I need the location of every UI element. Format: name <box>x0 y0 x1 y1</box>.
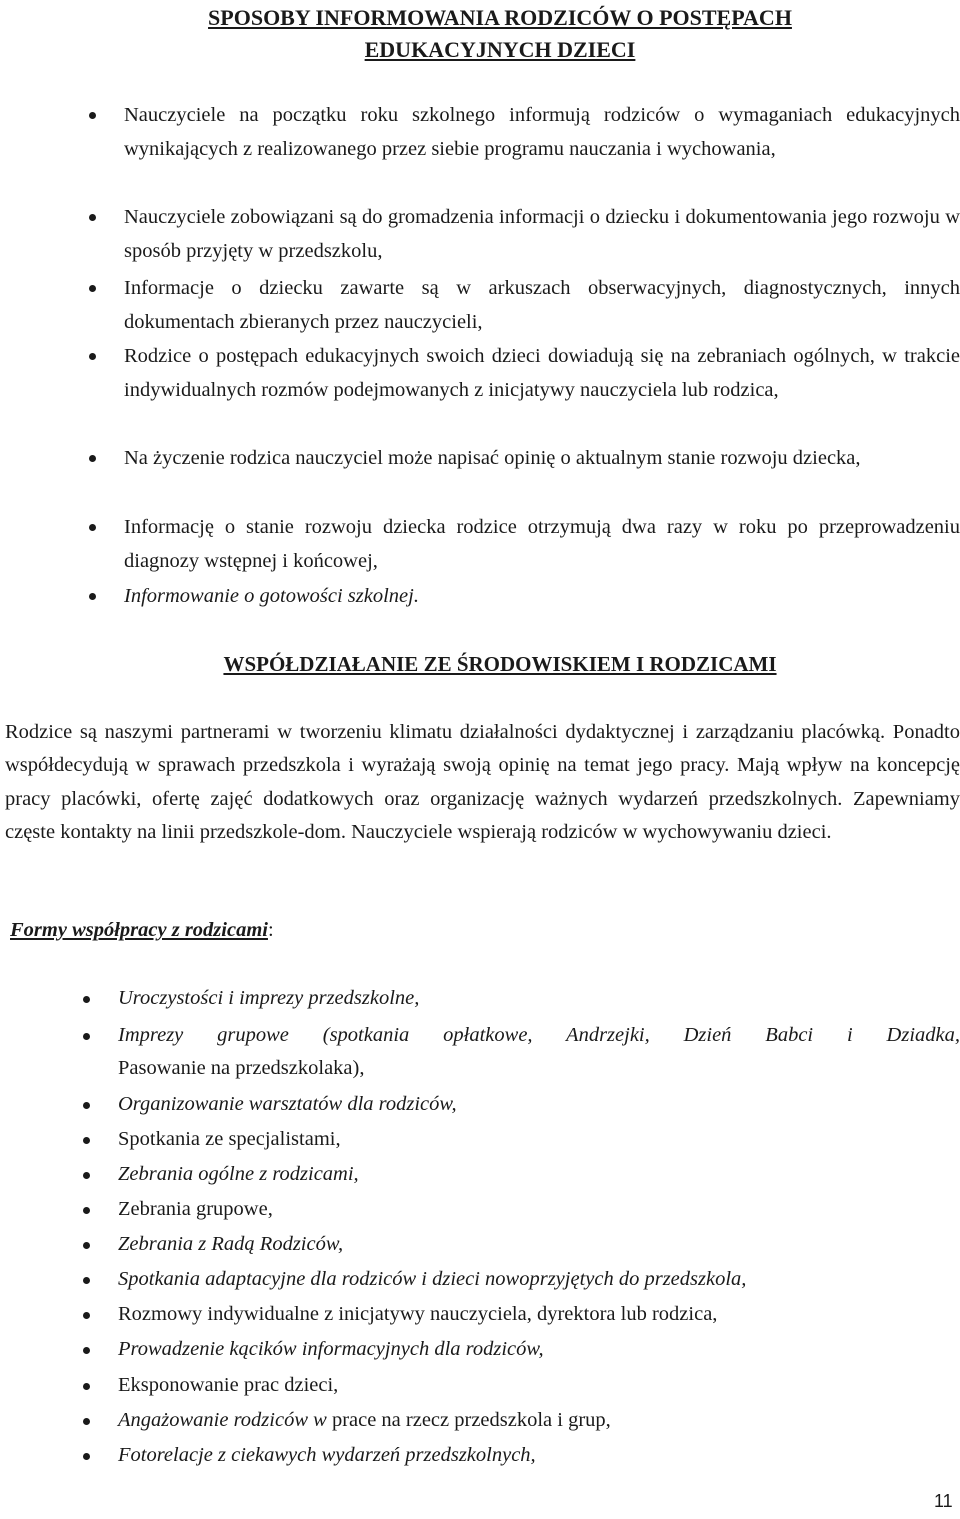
list-item: Imprezy grupowe (spotkania opłatkowe, Andrzejki, Dzień Babci i Dziadka, <box>118 1019 960 1053</box>
bullet-icon <box>89 353 96 360</box>
bullet-icon <box>83 996 90 1003</box>
list-item: Informację o stanie rozwoju dziecka rodzice otrzymują dwa razy w roku po przeprowadzeniu diagnozy wstępnej i końcowej, <box>124 511 960 578</box>
bullet-icon <box>83 1277 90 1284</box>
list-item: Nauczyciele na początku roku szkolnego informują rodziców o wymaganiach edukacyjnych wynikających z realizowanego przez siebie programu nauczania i wychowania, <box>124 99 960 166</box>
list-item: Zebrania ogólne z rodzicami, <box>118 1158 960 1192</box>
bullet-icon <box>89 214 96 221</box>
bullet-icon <box>83 1347 90 1354</box>
bullet-icon <box>83 1383 90 1390</box>
list-item: Zebrania z Radą Rodziców, <box>118 1228 960 1262</box>
forms-heading: Formy współpracy z rodzicami: <box>10 919 274 941</box>
list-item: Informacje o dziecku zawarte są w arkuszach obserwacyjnych, diagnostycznych, innych dokumentach zbieranych przez nauczycieli, <box>124 272 960 339</box>
section-title: WSPÓŁDZIAŁANIE ZE ŚRODOWISKIEM I RODZICAMI <box>223 652 777 676</box>
bullet-icon <box>89 285 96 292</box>
bullet-icon <box>83 1033 90 1040</box>
bullet-icon <box>89 524 96 531</box>
list-item: Eksponowanie prac dzieci, <box>118 1369 960 1403</box>
page-number: 11 <box>934 1491 953 1511</box>
bullet-icon <box>83 1312 90 1319</box>
bullet-icon <box>83 1418 90 1425</box>
list-item: Spotkania ze specjalistami, <box>118 1123 960 1157</box>
bullet-icon <box>83 1137 90 1144</box>
bullet-icon <box>89 112 96 119</box>
list-item: Uroczystości i imprezy przedszkolne, <box>118 982 960 1016</box>
list-item: Spotkania adaptacyjne dla rodziców i dzieci nowoprzyjętych do przedszkola, <box>118 1263 960 1297</box>
bullet-icon <box>83 1453 90 1460</box>
bullet-icon <box>83 1242 90 1249</box>
list-item: Nauczyciele zobowiązani są do gromadzenia informacji o dziecku i dokumentowania jego rozwoju w sposób przyjęty w przedszkolu, <box>124 201 960 268</box>
bullet-icon <box>89 593 96 600</box>
list-item: Zebrania grupowe, <box>118 1193 960 1227</box>
list-item: Prowadzenie kącików informacyjnych dla rodziców, <box>118 1333 960 1367</box>
bullet-icon <box>83 1172 90 1179</box>
bullet-icon <box>83 1102 90 1109</box>
bullet-icon <box>83 1207 90 1214</box>
list-item: Na życzenie rodzica nauczyciel może napisać opinię o aktualnym stanie rozwoju dziecka, <box>124 442 864 476</box>
list-item: Angażowanie rodziców w prace na rzecz przedszkola i grup, <box>118 1404 960 1438</box>
list-item: Rozmowy indywidualne z inicjatywy nauczyciela, dyrektora lub rodzica, <box>118 1298 960 1332</box>
list-item: Fotorelacje z ciekawych wydarzeń przedszkolnych, <box>118 1439 960 1473</box>
bullet-icon <box>89 455 96 462</box>
page-title-line-2: EDUKACYJNYCH DZIECI <box>364 37 636 62</box>
section-paragraph: Rodzice są naszymi partnerami w tworzeniu klimatu działalności dydaktycznej i zarządzaniu placówką. Ponadto współdecydują w sprawach przedszkola i wyrażają swoją opinię na temat jego pracy. Mają wpływ na koncepcję pracy placówki, ofertę zajęć dodatkowych oraz organizację ważnych wydarzeń przedszkolnych. Zapewniamy częste kontakty na linii przedszkole-dom. Nauczyciele wspierają rodziców w wychowywaniu dzieci. <box>5 721 960 844</box>
list-item-continuation: Pasowanie na przedszkolaka), <box>118 1057 365 1079</box>
list-item: Rodzice o postępach edukacyjnych swoich dzieci dowiadują się na zebraniach ogólnych, w trakcie indywidualnych rozmów podejmowanych z inicjatywy nauczyciela lub rodzica, <box>124 340 960 407</box>
list-item: Informowanie o gotowości szkolnej. <box>124 580 960 614</box>
page-title-line-1: SPOSOBY INFORMOWANIA RODZICÓW O POSTĘPACH <box>208 5 792 30</box>
list-item: Organizowanie warsztatów dla rodziców, <box>118 1088 960 1122</box>
